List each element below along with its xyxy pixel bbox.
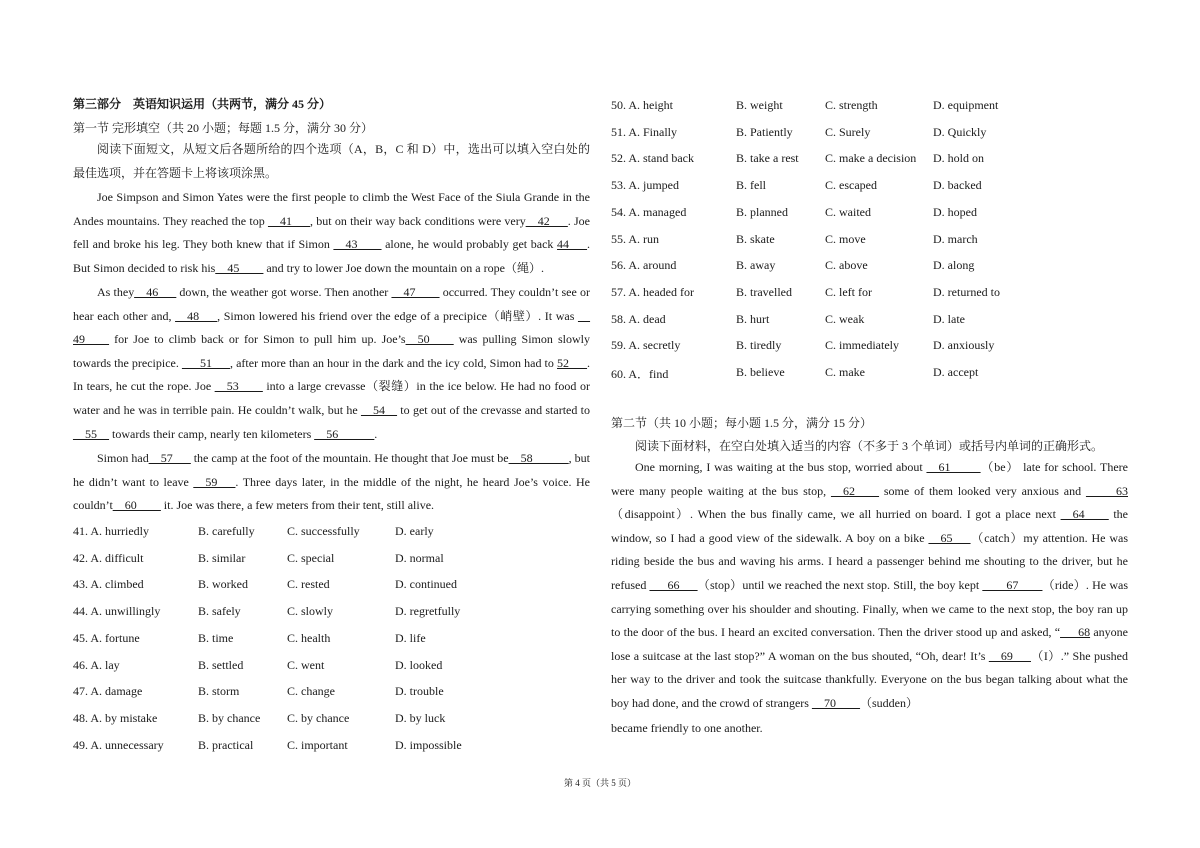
question-option-a: 49. A. unnecessary	[73, 737, 164, 752]
passage-text: , after more than an hour in the dark and the icy cold, Simon had to	[229, 355, 558, 370]
blank: __46___	[134, 285, 177, 299]
passage-text: down, the weather got worse. Then another	[176, 285, 392, 299]
blank: __54__	[361, 402, 397, 417]
question-option: C. by chance	[287, 710, 350, 725]
question-option: C. important	[287, 737, 348, 752]
passage-text: Simon had	[97, 451, 149, 465]
question-option: C. weak	[825, 311, 865, 326]
question-option: B. weight	[736, 98, 783, 112]
passage-text: into a large crevasse（裂缝）in the ice below. He had no food or water and he was in terrible pain. He couldn’t walk, but he	[73, 379, 590, 417]
subsection-title-2: 第二节（共 10 小题；每小题 1.5 分，满分 15 分）	[611, 416, 873, 430]
question-option: C. slowly	[287, 604, 334, 619]
question-option: B. worked	[198, 577, 248, 592]
subsection-title: 第一节 完形填空（共 20 小题；每题 1.5 分，满分 30 分）	[73, 121, 374, 135]
blank: __60____	[112, 498, 161, 513]
question-option: C. make a decision	[825, 151, 917, 166]
question-option: D. backed	[933, 178, 982, 193]
passage-text: Joe Simpson and Simon Yates were the first people to climb the West Face of the Siula Grande in the Andes mountains. They reached the top	[73, 190, 590, 228]
blank: __47____	[391, 285, 440, 299]
passage-paragraph-2	[73, 281, 590, 446]
question-option: D. accept	[933, 365, 979, 379]
question-option: B. safely	[198, 604, 241, 619]
blank: ___51___	[181, 355, 230, 370]
question-option-a: 45. A. fortune	[73, 630, 140, 645]
question-option-a: 46. A. lay	[73, 657, 120, 672]
question-option: B. take a rest	[736, 151, 799, 166]
passage-paragraph-1	[73, 186, 590, 280]
question-option: D. returned to	[933, 284, 1000, 299]
question-option: B. planned	[736, 204, 788, 219]
passage-text: . But Simon decided to risk his	[73, 237, 591, 275]
question-option: B. by chance	[198, 710, 261, 725]
question-option: C. make	[825, 365, 865, 379]
question-option: B. away	[736, 258, 776, 273]
passage-text: the camp at the foot of the mountain. He thought that Joe must be	[190, 451, 509, 465]
blank: __41___	[268, 213, 310, 228]
question-option: D. along	[933, 258, 975, 273]
question-option-a: 50. A. height	[611, 98, 673, 112]
question-option: C. successfully	[287, 524, 360, 538]
question-option: B. fell	[736, 178, 766, 193]
passage-text: occurred. They couldn’t see or hear each other and,	[73, 285, 590, 323]
blank: __65___	[928, 530, 971, 545]
passage-text: （I）.” She pushed her way to the driver and took the suitcase thankfully. Everyone on the bus began talking about what the boy had done, and the crowd of strangers	[611, 648, 1128, 710]
blank: __45____	[215, 260, 264, 275]
passage-text: （ride）. He was carrying something over his shoulder and shouting. Finally, when we came to the next stop, the boy ran up to the door of the bus. I heard an excited conversation. Then the driver stood up and asked, “	[611, 577, 1128, 640]
passage-text: （disappoint）. When the bus finally came, we all hurried on board. I got a place next	[611, 507, 1061, 522]
blank: ____67____	[982, 577, 1043, 592]
question-option: D. regretfully	[395, 604, 461, 619]
question-option: C. escaped	[825, 178, 877, 193]
passage-text: . Three days later, in the middle of the night, he heard Joe’s voice. He couldn’t	[73, 474, 590, 513]
question-option-a: 54. A. managed	[611, 204, 687, 219]
blank: __69___	[988, 648, 1031, 663]
passage-text: .	[374, 426, 378, 441]
question-option-a: 60. A．find	[611, 367, 669, 381]
question-option-a: 42. A. difficult	[73, 550, 144, 565]
blank: __42___	[525, 213, 568, 228]
blank: __70____	[811, 695, 860, 710]
passage-text: towards their camp, nearly ten kilometers	[109, 426, 315, 441]
question-option: C. health	[287, 630, 331, 645]
blank: __50____	[405, 332, 454, 347]
question-option: D. trouble	[395, 684, 444, 699]
blank: ___66___	[649, 577, 698, 592]
passage-text: （be） late for school. There were many people waiting at the bus stop,	[611, 460, 1129, 498]
blank: __61_____	[926, 460, 981, 474]
blank: ___68	[1060, 625, 1091, 640]
question-option-a: 47. A. damage	[73, 684, 143, 699]
blank: __55__	[73, 426, 109, 441]
blank: 44___	[557, 237, 588, 252]
question-option: D. normal	[395, 550, 444, 565]
question-option: B. Patiently	[736, 124, 793, 139]
question-option-a: 56. A. around	[611, 258, 677, 273]
passage-text: （catch）my attention. He was riding beside the bus and waving his arms. I heard a passenger behind me shouting to the driver, but he refused	[611, 530, 1129, 592]
question-option: C. rested	[287, 577, 330, 592]
question-option: D. late	[933, 311, 965, 326]
passage-text: some of them looked very anxious and	[879, 483, 1086, 498]
question-option: B. travelled	[736, 284, 792, 299]
question-option: C. left for	[825, 284, 872, 299]
blank: __43____	[333, 237, 382, 252]
question-option: B. carefully	[198, 524, 255, 538]
question-option-a: 55. A. run	[611, 231, 659, 246]
page-footer: 第 4 页（共 5 页）	[563, 778, 636, 788]
passage-last-line: became friendly to one another.	[611, 721, 763, 735]
section-title: 第三部分 英语知识运用（共两节，满分 45 分）	[73, 97, 332, 111]
question-option: C. went	[287, 657, 325, 672]
passage-text: As they	[97, 285, 135, 299]
blank: __64____	[1060, 507, 1109, 522]
question-option: B. similar	[198, 550, 246, 565]
question-option: B. time	[198, 630, 234, 645]
passage-text: was pulling Simon slowly towards the precipice.	[73, 332, 590, 370]
question-option: C. special	[287, 550, 335, 565]
question-option: D. by luck	[395, 710, 446, 725]
blank: __57___	[148, 451, 191, 465]
passage-text: anyone lose a suitcase at the last stop?” A woman on the bus shouted, “Oh, dear! It’s	[611, 625, 1128, 663]
question-option-a: 59. A. secretly	[611, 338, 681, 353]
blank: __62____	[831, 483, 879, 498]
question-option: B. believe	[736, 365, 785, 379]
blank: __53____	[214, 379, 263, 394]
question-option: D. Quickly	[933, 124, 987, 139]
passage-text: （sudden）	[859, 695, 918, 710]
passage-text: . In tears, he cut the rope. Joe	[73, 355, 591, 394]
passage-text: the window, so I had a good view of the sidewalk. A boy on a bike	[611, 507, 1128, 545]
passage-text: , Simon lowered his friend over the edge of a precipice（峭壁）. It was	[217, 308, 578, 323]
passage-text: and try to lower Joe down the mountain on a rope（绳）.	[263, 260, 544, 275]
question-option-a: 44. A. unwillingly	[73, 604, 161, 619]
passage-text: （stop）until we reached the next stop. Still, the boy kept	[697, 577, 983, 592]
blank: __59___	[193, 474, 236, 489]
blank: 52___	[557, 355, 588, 370]
question-option-a: 53. A. jumped	[611, 178, 679, 193]
passage-paragraph-3	[73, 447, 590, 518]
blank: __ 49____	[73, 308, 590, 347]
question-option: D. hold on	[933, 151, 984, 166]
question-option: D. march	[933, 231, 978, 246]
passage-text: , but on their way back conditions were very	[310, 213, 526, 228]
passage-text: it. Joe was there, a few meters from their tent, still alive.	[160, 498, 435, 513]
instruction-2: 阅读下面材料，在空白处填入适当的内容（不多于 3 个单词）或括号内单词的正确形式。	[635, 439, 1104, 453]
question-option: B. skate	[736, 231, 775, 246]
question-option: B. hurt	[736, 311, 770, 326]
question-option: D. anxiously	[933, 338, 995, 353]
question-option: D. life	[395, 630, 426, 645]
question-option: C. above	[825, 258, 868, 273]
question-option: D. early	[395, 524, 434, 538]
question-option-a: 52. A. stand back	[611, 151, 694, 166]
question-option: D. looked	[395, 657, 443, 672]
instruction: 阅读下面短文，从短文后各题所给的四个选项（A，B，C 和 D）中，选出可以填入空白处的最佳选项，并在答题卡上将该项涂黑。	[73, 142, 590, 180]
passage-text: for Joe to climb back or for Simon to pull him up. Joe’s	[109, 332, 406, 347]
question-option: D. equipment	[933, 98, 999, 112]
question-option: B. storm	[198, 684, 240, 699]
question-option: C. strength	[825, 98, 878, 112]
passage-text: alone, he would probably get back	[381, 237, 558, 252]
question-option-a: 41. A. hurriedly	[73, 524, 149, 538]
question-option: B. tiredly	[736, 338, 782, 353]
question-option: D. impossible	[395, 737, 462, 752]
question-option-a: 51. A. Finally	[611, 124, 678, 139]
question-option: B. practical	[198, 737, 254, 752]
question-option: C. waited	[825, 204, 871, 219]
question-option: C. Surely	[825, 124, 871, 139]
grammar-passage	[611, 456, 1128, 716]
blank: __58______	[508, 451, 569, 465]
question-option-a: 57. A. headed for	[611, 284, 694, 299]
question-option-a: 48. A. by mistake	[73, 710, 158, 725]
blank: __56______	[314, 426, 375, 441]
question-option: B. settled	[198, 657, 244, 672]
question-option: D. continued	[395, 577, 457, 592]
question-option: C. move	[825, 231, 866, 246]
question-option: D. hoped	[933, 204, 977, 219]
blank: __48___	[175, 308, 218, 323]
passage-text: to get out of the crevasse and started to	[397, 402, 590, 417]
passage-text: One morning, I was waiting at the bus stop, worried about	[635, 460, 927, 474]
question-option-a: 58. A. dead	[611, 311, 666, 326]
question-option-a: 43. A. climbed	[73, 577, 144, 592]
blank: _____63	[1086, 483, 1128, 498]
question-option: C. change	[287, 684, 335, 699]
passage-text: , but he didn’t want to leave	[73, 451, 590, 489]
passage-text: . Joe fell and broke his leg. They both knew that if Simon	[73, 213, 590, 252]
question-option: C. immediately	[825, 338, 899, 353]
